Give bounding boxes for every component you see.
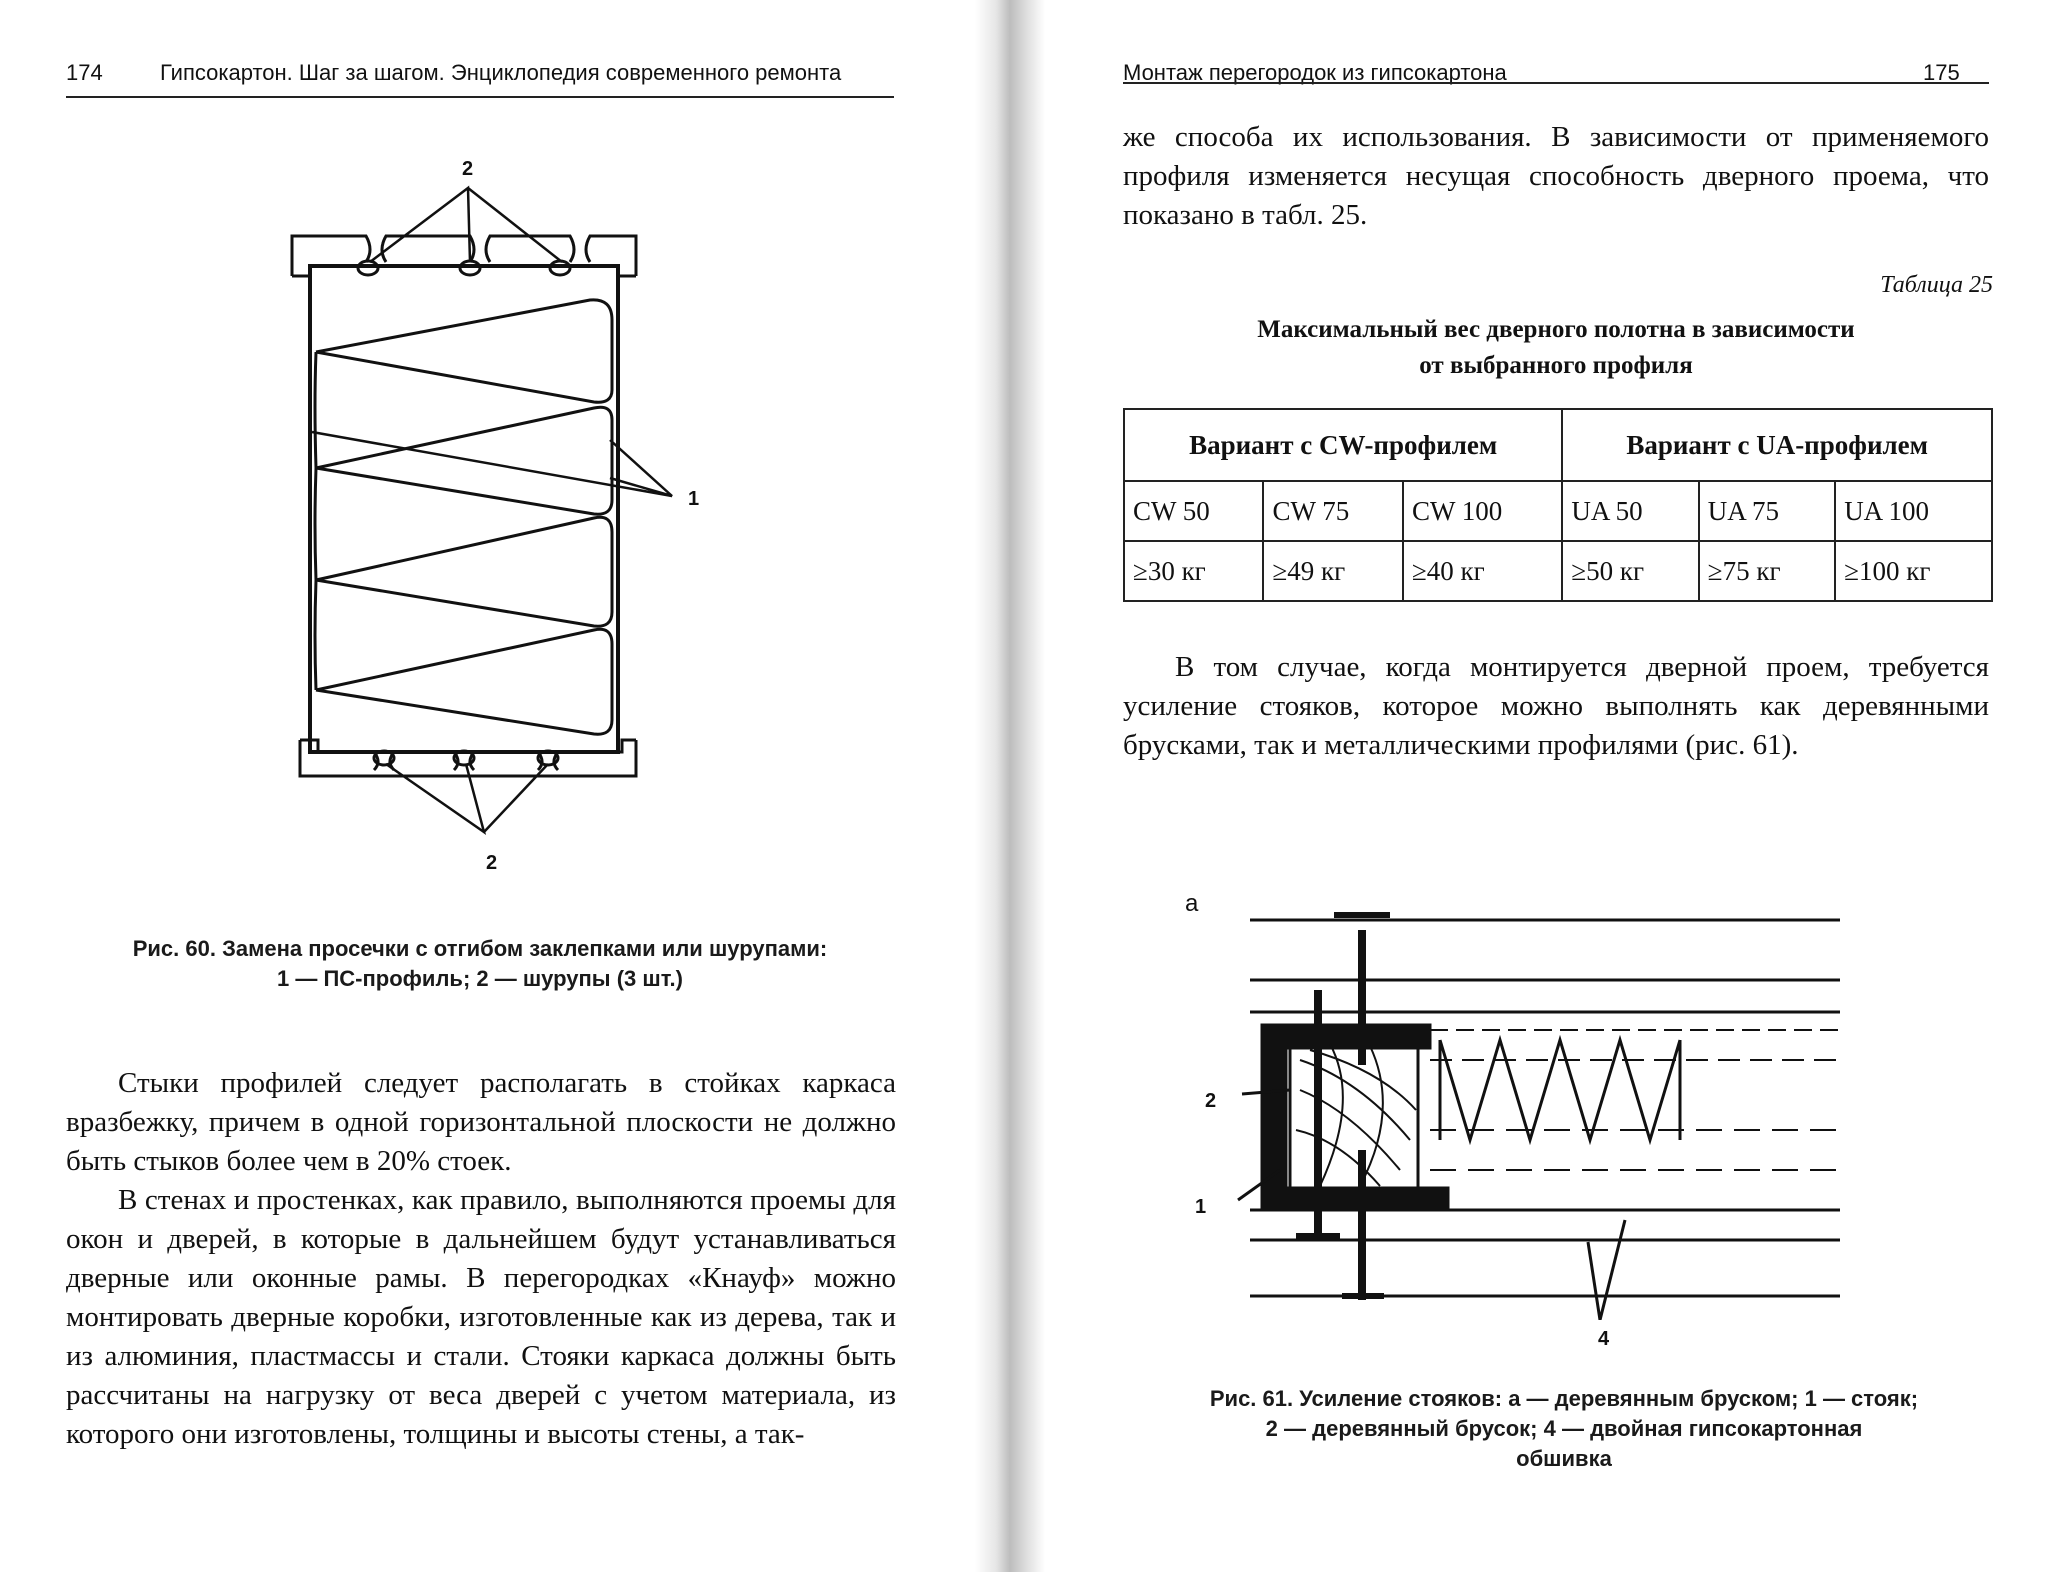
figure-61-caption-line3: обшивка: [1516, 1446, 1612, 1471]
fig60-label-2-bottom: 2: [486, 852, 498, 874]
table-cell: UA 100: [1835, 481, 1992, 541]
page-number-left: 174: [66, 60, 103, 85]
table-cell: ≥100 кг: [1835, 541, 1992, 601]
table-cell: ≥30 кг: [1124, 541, 1263, 601]
table-cell: ≥40 кг: [1403, 541, 1562, 601]
figure-61-caption-line1: Рис. 61. Усиление стояков: а — деревянным бруском; 1 — стояк;: [1209, 1386, 1919, 1411]
right-intro-text: [1123, 118, 1989, 235]
left-paragraph-1: Стыки профилей следует располагать в стойках каркаса вразбежку, причем в одной горизонтальной плоскости не должно быть стыков более чем в 20% стоек.: [66, 1067, 896, 1177]
table-header-cw: Вариант с CW-профилем: [1124, 409, 1562, 481]
table-title-line2: от выбранного профиля: [1419, 352, 1693, 379]
figure-60-caption: [60, 934, 900, 994]
figure-60-drawing: [270, 150, 730, 870]
right-body-text: [1123, 648, 1989, 765]
left-paragraph-2: В стенах и простенках, как правило, выполняются проемы для окон и дверей, в которые в дальнейшем будут устанавливаться дверные или оконные рамы. В перегородках «Кнауф» можно монтировать дверные коробки, изготовленные как из дерева, так и из алюминия, пластмассы и стали. Стояки каркаса должны быть рассчитаны на нагрузку от веса дверей с учетом материала, из которого они изготовлены, толщины и высоты стены, а так-: [66, 1184, 896, 1450]
table-cell: ≥49 кг: [1263, 541, 1402, 601]
fig61-label-a: а: [1185, 890, 1199, 917]
header-rule-right: [1123, 82, 1989, 84]
table-cell: UA 75: [1699, 481, 1835, 541]
table-cell: CW 75: [1263, 481, 1402, 541]
table-title-line1: Максимальный вес дверного полотна в зависимости: [1257, 316, 1855, 343]
figure-61-caption: [1131, 1384, 1997, 1474]
page-number-right: 175: [1923, 60, 1960, 85]
table-header-row: [1124, 409, 1992, 481]
fig60-label-2-top: 2: [462, 158, 474, 180]
fig60-label-1: 1: [688, 488, 700, 510]
right-intro-paragraph: же способа их использования. В зависимости от применяемого профиля изменяется несущая способность дверного проема, что показано в табл. 25.: [1123, 121, 1989, 231]
figure-61-drawing: [1175, 900, 1915, 1320]
table-row-profiles: [1124, 481, 1992, 541]
figure-61-caption-line2: 2 — деревянный брусок; 4 — двойная гипсокартонная: [1265, 1416, 1863, 1441]
left-body-text: [66, 1064, 896, 1454]
running-head-right: Монтаж перегородок из гипсокартона: [1123, 60, 1507, 85]
table-cell: UA 50: [1562, 481, 1698, 541]
figure-60-caption-line1: Рис. 60. Замена просечки с отгибом заклепками или шурупами:: [132, 936, 828, 961]
fig61-label-1: 1: [1195, 1196, 1207, 1218]
book-gutter: [975, 0, 1045, 1572]
table-row-weights: [1124, 541, 1992, 601]
right-paragraph: В том случае, когда монтируется дверной проем, требуется усиление стояков, которое можно выполнять как деревянными брусками, так и металлическими профилями (рис. 61).: [1123, 651, 1989, 761]
fig61-label-4: 4: [1598, 1328, 1610, 1350]
table-header-ua: Вариант с UA-профилем: [1562, 409, 1992, 481]
table-label: Таблица 25: [1880, 272, 1993, 298]
table-cell: ≥75 кг: [1699, 541, 1835, 601]
table-cell: ≥50 кг: [1562, 541, 1698, 601]
table-cell: CW 50: [1124, 481, 1263, 541]
weight-table: [1123, 408, 1993, 602]
table-cell: CW 100: [1403, 481, 1562, 541]
running-head-left: Гипсокартон. Шаг за шагом. Энциклопедия современного ремонта: [160, 60, 842, 85]
header-rule-left: [66, 96, 894, 98]
right-page: [1045, 0, 2048, 1572]
figure-60-caption-line2: 1 — ПС-профиль; 2 — шурупы (3 шт.): [277, 966, 683, 991]
table-title: [1123, 312, 1989, 384]
fig61-label-2: 2: [1205, 1090, 1217, 1112]
left-page: [0, 0, 975, 1572]
